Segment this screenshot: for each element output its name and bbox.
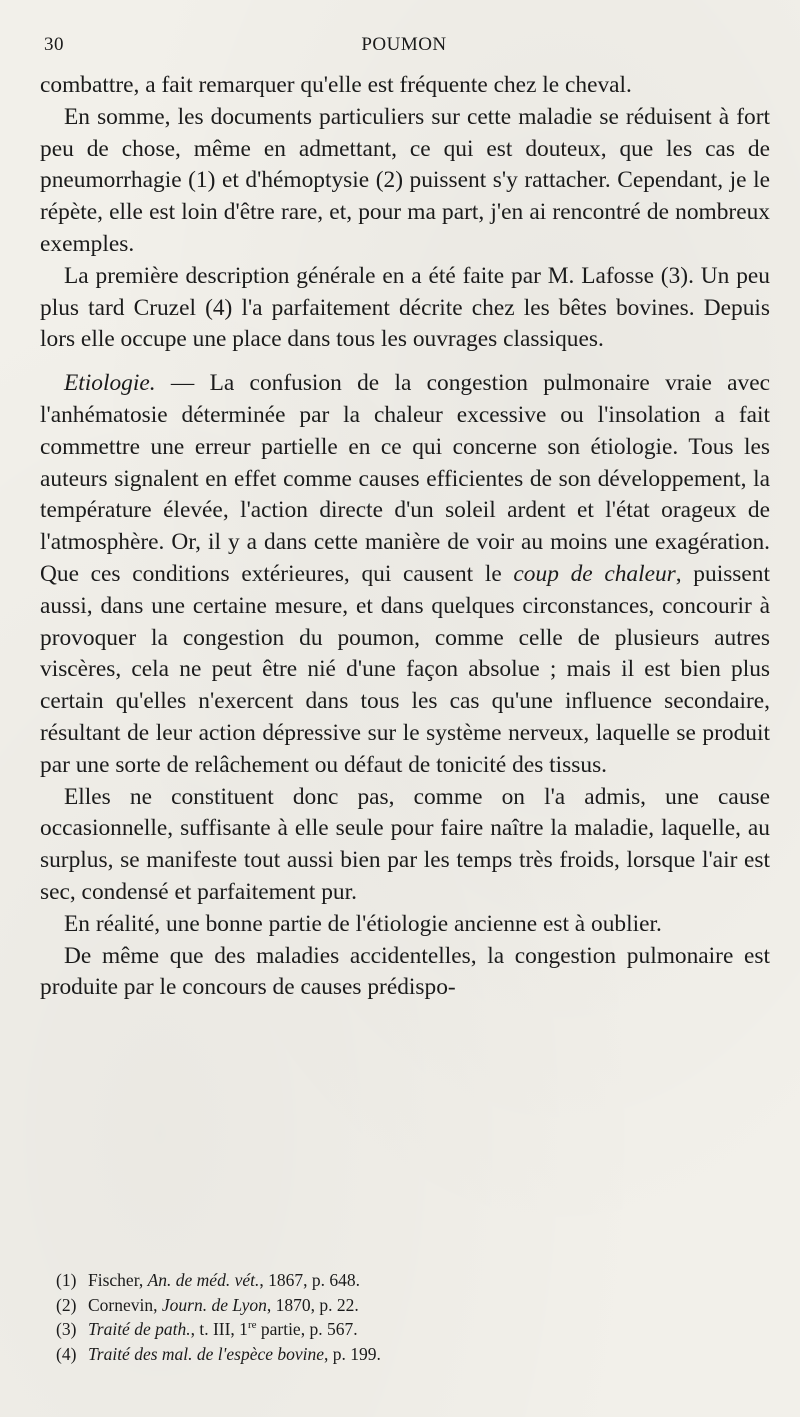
paragraph-realite: En réalité, une bonne partie de l'étiologie ancienne est à oublier. <box>64 910 662 937</box>
footnote-mark: (3) <box>56 1319 77 1339</box>
footnote-title: Traité des mal. de l'espèce bovine <box>88 1343 325 1364</box>
paragraph-continuation: combattre, a fait remarquer qu'elle est fréquente chez le cheval. <box>40 72 632 98</box>
running-title: POUMON <box>361 34 447 55</box>
footnote-4 <box>56 1342 746 1367</box>
footnote-mark: (4) <box>56 1343 77 1364</box>
footnote-author: Fischer, <box>88 1270 148 1290</box>
footnote-title: An. de méd. vét. <box>147 1270 260 1290</box>
footnote-rest-2: partie, p. 567. <box>256 1319 358 1339</box>
footnote-mark: (1) <box>56 1270 77 1290</box>
footnote-author: Cornevin, <box>88 1294 162 1315</box>
paragraph-causes: Elles ne constituent donc pas, comme on l'a admis, une cause occasionnelle, suffisante à elle seule pour faire naître la maladie, laquelle, au surplus, se manifeste tout aussi bien par les temps très froids, lorsque l'air est sec, condensé et parfaitement pur. <box>40 783 770 905</box>
body-text <box>40 70 770 1004</box>
footnote-1 <box>56 1268 746 1293</box>
page-header <box>44 34 764 58</box>
footnote-rest: , 1867, p. 648. <box>259 1270 360 1290</box>
footnote-rest: , p. 199. <box>324 1343 381 1364</box>
footnote-2 <box>56 1293 746 1318</box>
etiologie-text-a: — La confusion de la congestion pulmonaire vraie avec l'anhématosie déterminée par la chaleur excessive ou l'insolation a fait commettre une erreur partielle en ce qui concerne son étiologie. Tous les auteurs signalent en effet comme causes efficientes de son développement, la température élevée, l'action directe d'un soleil ardent et l'état orageux de l'atmosphère. Or, il y a dans cette manière de voir au moins une exagération. Que ces conditions extérieures, qui causent le <box>40 370 770 587</box>
paragraph-documents: En somme, les documents particuliers sur cette maladie se réduisent à fort peu de chose, même en admettant, ce qui est douteux, que les cas de pneumorrhagie (1) et d'hémoptysie (2) puissent s'y rattacher. Cependant, je le répète, elle est loin d'être rare, et, pour ma part, j'en ai rencontré de nombreux exemples. <box>40 103 770 257</box>
footnote-superscript: re <box>247 1319 257 1332</box>
footnote-3 <box>56 1317 746 1342</box>
page-number: 30 <box>44 34 64 55</box>
etiologie-italic-term: coup de chaleur <box>513 560 676 587</box>
paragraph-description: La première description générale en a été faite par M. Lafosse (3). Un peu plus tard Cruzel (4) l'a parfaitement décrite chez les bêtes bovines. Depuis lors elle occupe une place dans tous les ouvrages classiques. <box>40 262 770 353</box>
footnote-mark: (2) <box>56 1294 77 1315</box>
footnote-rest: , 1870, p. 22. <box>266 1294 359 1315</box>
paragraph-maladies: De même que des maladies accidentelles, la congestion pulmonaire est produite par le concours de causes prédispo- <box>40 942 770 1001</box>
section-heading-etiologie: Etiologie. <box>64 370 156 397</box>
paragraph-etiologie <box>40 368 770 781</box>
footnote-title: Traité de path. <box>88 1319 191 1339</box>
footnotes <box>56 1268 746 1366</box>
footnote-rest: , t. III, 1 <box>190 1319 248 1339</box>
etiologie-text-b: , puissent aussi, dans une certaine mesure, et dans quelques circonstances, concourir à provoquer la congestion du poumon, comme celle de plusieurs autres viscères, cela ne peut être nié d'une façon absolue ; mais il est bien plus certain qu'elles n'exercent dans tous les cas qu'une influence secondaire, résultant de leur action dépressive sur le système nerveux, laquelle se produit par une sorte de relâchement ou défaut de tonicité des tissus. <box>40 560 770 778</box>
footnote-title: Journ. de Lyon <box>161 1294 267 1315</box>
